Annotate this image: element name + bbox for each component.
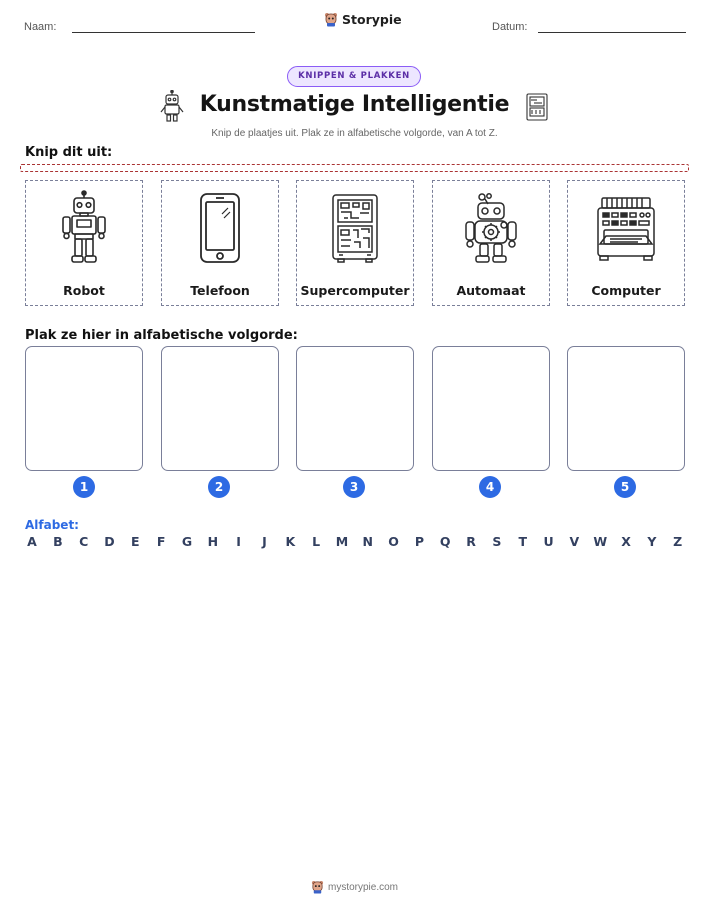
- robot-icon: [60, 190, 108, 266]
- letter: I: [236, 534, 241, 549]
- letter: Z: [673, 534, 683, 549]
- number-badge-1: 1: [73, 476, 95, 498]
- letter: F: [156, 534, 166, 549]
- letter: L: [312, 534, 321, 549]
- letter: G: [181, 534, 193, 549]
- alphabet-title: Alfabet:: [25, 518, 79, 532]
- letter: M: [335, 534, 349, 549]
- name-label: Naam:: [24, 21, 57, 33]
- number-badge-2: 2: [208, 476, 230, 498]
- letter: P: [414, 534, 424, 549]
- letter: X: [621, 534, 631, 549]
- letter: C: [79, 534, 89, 549]
- letter: S: [492, 534, 502, 549]
- letter: Y: [647, 534, 657, 549]
- letter: H: [207, 534, 219, 549]
- automaton-icon: [461, 192, 521, 264]
- number-badge-4: 4: [479, 476, 501, 498]
- paste-box-3[interactable]: [296, 346, 414, 471]
- card-label: Robot: [63, 283, 105, 298]
- storypie-mascot-icon: [324, 12, 338, 27]
- letter: V: [569, 534, 580, 549]
- page-title: Kunstmatige Intelligentie: [199, 92, 510, 117]
- cut-card-telefoon[interactable]: [161, 180, 279, 306]
- letter: J: [262, 534, 267, 549]
- number-badge-3: 3: [343, 476, 365, 498]
- letter: D: [104, 534, 115, 549]
- cut-card-supercomputer[interactable]: [296, 180, 414, 306]
- letter: U: [543, 534, 554, 549]
- letter: A: [27, 534, 37, 549]
- cut-card-automaat[interactable]: [432, 180, 550, 306]
- letter: E: [131, 534, 140, 549]
- paste-box-2[interactable]: [161, 346, 279, 471]
- storypie-mascot-icon: [311, 880, 324, 894]
- number-badge-5: 5: [614, 476, 636, 498]
- supercomputer-icon: [526, 93, 548, 121]
- footer-url[interactable]: mystorypie.com: [327, 881, 398, 893]
- letter: Q: [439, 534, 451, 549]
- supercomputer-icon: [330, 193, 380, 263]
- alphabet-row: [25, 534, 685, 549]
- card-label: Computer: [591, 283, 661, 298]
- letter: O: [388, 534, 399, 549]
- date-line[interactable]: [538, 32, 686, 33]
- cut-card-robot[interactable]: [25, 180, 143, 306]
- cut-line: [20, 164, 689, 172]
- date-label: Datum:: [492, 21, 528, 33]
- letter: W: [593, 534, 608, 549]
- letter: T: [518, 534, 527, 549]
- brand-logo: [324, 12, 402, 27]
- activity-badge: KNIPPEN & PLAKKEN: [287, 66, 421, 87]
- card-label: Supercomputer: [300, 283, 410, 298]
- letter: B: [53, 534, 63, 549]
- cut-section-heading: Knip dit uit:: [25, 145, 113, 160]
- card-label: Telefoon: [190, 283, 250, 298]
- paste-box-1[interactable]: [25, 346, 143, 471]
- name-line[interactable]: [72, 32, 255, 33]
- letter: R: [466, 534, 476, 549]
- paste-section-heading: Plak ze hier in alfabetische volgorde:: [25, 328, 298, 343]
- letter: K: [285, 534, 296, 549]
- instructions: Knip de plaatjes uit. Plak ze in alfabetische volgorde, van A tot Z.: [211, 128, 498, 139]
- brand-name: Storypie: [342, 12, 402, 27]
- computer-icon: [594, 194, 658, 262]
- letter: N: [362, 534, 373, 549]
- cut-card-computer[interactable]: [567, 180, 685, 306]
- footer: [0, 880, 709, 894]
- phone-icon: [198, 192, 242, 264]
- paste-box-4[interactable]: [432, 346, 550, 471]
- paste-box-5[interactable]: [567, 346, 685, 471]
- card-label: Automaat: [456, 283, 526, 298]
